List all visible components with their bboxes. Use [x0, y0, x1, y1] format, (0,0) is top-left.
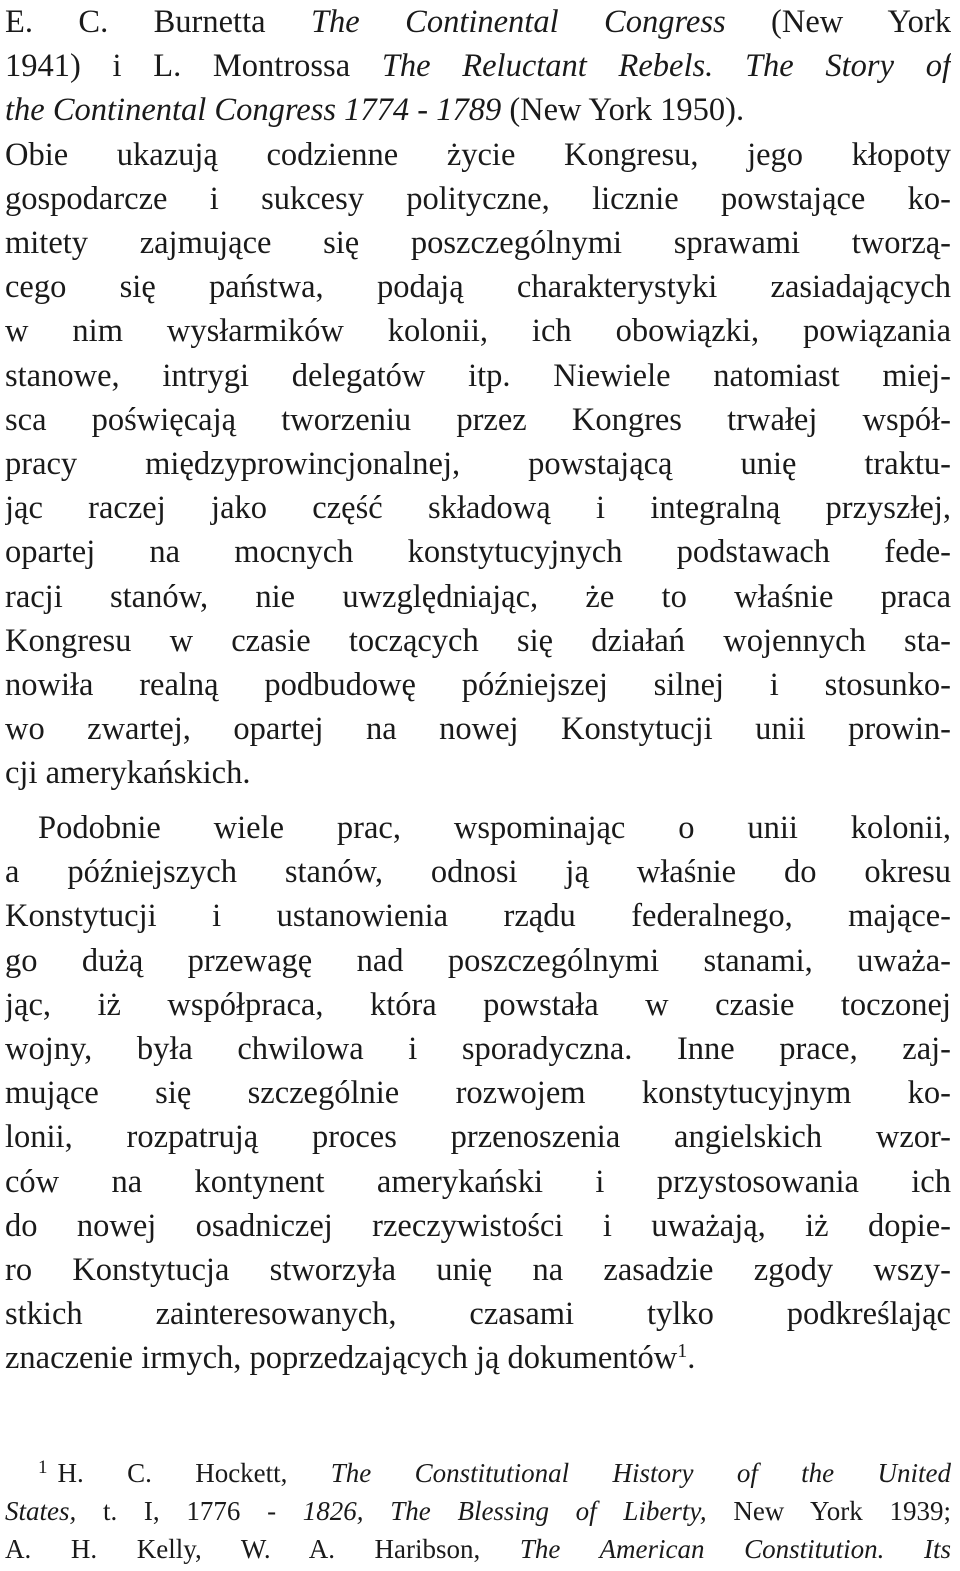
text-line — [5, 442, 951, 486]
text-line — [5, 575, 951, 619]
text-run: racji stanów, nie uwzględniając, że to właśnie praca — [5, 578, 951, 615]
text-run: (New York 1950). — [501, 92, 745, 129]
italic-title: 1826, The Blessing of Liberty, — [302, 1496, 707, 1526]
text-run: (New York — [725, 4, 951, 40]
text-run: do nowej osadniczej rzeczywistości i uważają, iż dopie- — [5, 1207, 951, 1244]
text-run: Kongresu w czasie toczących się działań wojennych sta- — [5, 622, 951, 659]
italic-title: The Reluctant Rebels. The Story of — [381, 48, 951, 85]
text-line — [5, 1531, 951, 1567]
text-run: H. C. Hockett, — [57, 1458, 331, 1488]
text-run: Konstytucji i ustanowienia rządu federalnego, mające- — [5, 898, 951, 935]
text-line — [5, 44, 951, 88]
text-line — [5, 850, 951, 894]
text-line — [38, 1455, 951, 1491]
text-run: t. I, 1776 - — [76, 1496, 303, 1526]
text-run: nowiła realną podbudowę późniejszej silnej i stosunko- — [5, 667, 951, 703]
text-line — [5, 398, 951, 442]
text-run: jąc, iż współpraca, która powstała w czasie toczonej — [5, 986, 951, 1023]
text-run: mitety zajmujące się poszczególnymi sprawami tworzą- — [5, 225, 951, 261]
text-run: ro Konstytucja stworzyła unię na zasadzie zgody wszy- — [5, 1252, 951, 1288]
text-line — [5, 983, 951, 1027]
text-run: wo zwartej, opartej na nowej Konstytucji unii prowin- — [5, 711, 951, 748]
text-line — [5, 707, 951, 751]
text-line — [5, 177, 951, 221]
italic-title: the Continental Congress 1774 - 1789 — [5, 92, 502, 129]
text-line — [5, 894, 951, 938]
text-run: A. H. Kelly, W. A. Haribson, — [5, 1534, 520, 1564]
text-run: 1941) i L. Montrossa — [5, 48, 382, 85]
footnote-reference: 1 — [677, 1340, 688, 1363]
text-line — [5, 663, 951, 707]
text-run: go dużą przewagę nad poszczególnymi stanami, uważa- — [5, 942, 951, 979]
text-run: Obie ukazują codzienne życie Kongresu, jego kłopoty — [5, 136, 951, 173]
italic-title: The Continental Congress — [310, 4, 726, 40]
text-run: sca poświęcają tworzeniu przez Kongres trwałej współ- — [5, 401, 951, 438]
text-line — [5, 0, 951, 44]
text-line — [5, 1292, 951, 1336]
text-run: znaczenie irmych, poprzedzających ją dokumentów — [5, 1340, 678, 1377]
text-run: pracy międzyprowincjonalnej, powstającą unię traktu- — [5, 446, 951, 482]
text-run: a późniejszych stanów, odnosi ją właśnie do okresu — [5, 854, 951, 891]
text-line — [5, 1493, 951, 1529]
text-run: opartej na mocnych konstytucyjnych podstawach fede- — [5, 534, 951, 571]
text-line — [5, 133, 951, 177]
text-line — [5, 221, 951, 265]
text-line — [38, 806, 951, 850]
text-run: w nim wysłarmików kolonii, ich obowiązki, powiązania — [5, 313, 951, 350]
text-line — [5, 939, 951, 983]
text-line — [5, 751, 951, 795]
text-run: New York 1939; — [706, 1496, 951, 1526]
text-run: cego się państwa, podają charakterystyki zasiadających — [5, 269, 951, 306]
text-run: gospodarcze i sukcesy polityczne, licznie powstające ko- — [5, 180, 951, 217]
text-run: Podobnie wiele prac, wspominając o unii kolonii, — [38, 810, 951, 846]
text-run: jąc raczej jako część składową i integralną przyszłej, — [5, 490, 951, 527]
text-run: wojny, była chwilowa i sporadyczna. Inne prace, zaj- — [5, 1031, 951, 1067]
text-run: . — [687, 1340, 696, 1377]
italic-title: States, — [5, 1496, 77, 1526]
text-line — [5, 1204, 951, 1248]
text-run: E. C. Burnetta — [5, 4, 311, 40]
text-line — [5, 1248, 951, 1292]
text-line — [5, 1115, 951, 1159]
text-run: cji amerykańskich. — [5, 755, 251, 792]
text-line — [5, 354, 951, 398]
text-line — [5, 530, 951, 574]
text-line — [5, 88, 951, 132]
text-line — [5, 1336, 951, 1380]
footnote-marker: 1 — [38, 1457, 48, 1478]
text-run: lonii, rozpatrują proces przenoszenia angielskich wzor- — [5, 1119, 951, 1156]
text-line — [5, 1027, 951, 1071]
text-line — [5, 265, 951, 309]
text-line — [5, 1071, 951, 1115]
text-run: mujące się szczególnie rozwojem konstytucyjnym ko- — [5, 1075, 951, 1112]
text-line — [5, 619, 951, 663]
text-line — [5, 1160, 951, 1204]
text-line — [5, 486, 951, 530]
text-line — [5, 309, 951, 353]
italic-title: The American Constitution. Its — [519, 1534, 951, 1564]
text-run: stkich zainteresowanych, czasami tylko podkreślając — [5, 1296, 951, 1333]
text-run: stanowe, intrygi delegatów itp. Niewiele natomiast miej- — [5, 357, 951, 394]
italic-title: The Constitutional History of the United — [330, 1458, 951, 1488]
text-run: ców na kontynent amerykański i przystosowania ich — [5, 1163, 951, 1200]
